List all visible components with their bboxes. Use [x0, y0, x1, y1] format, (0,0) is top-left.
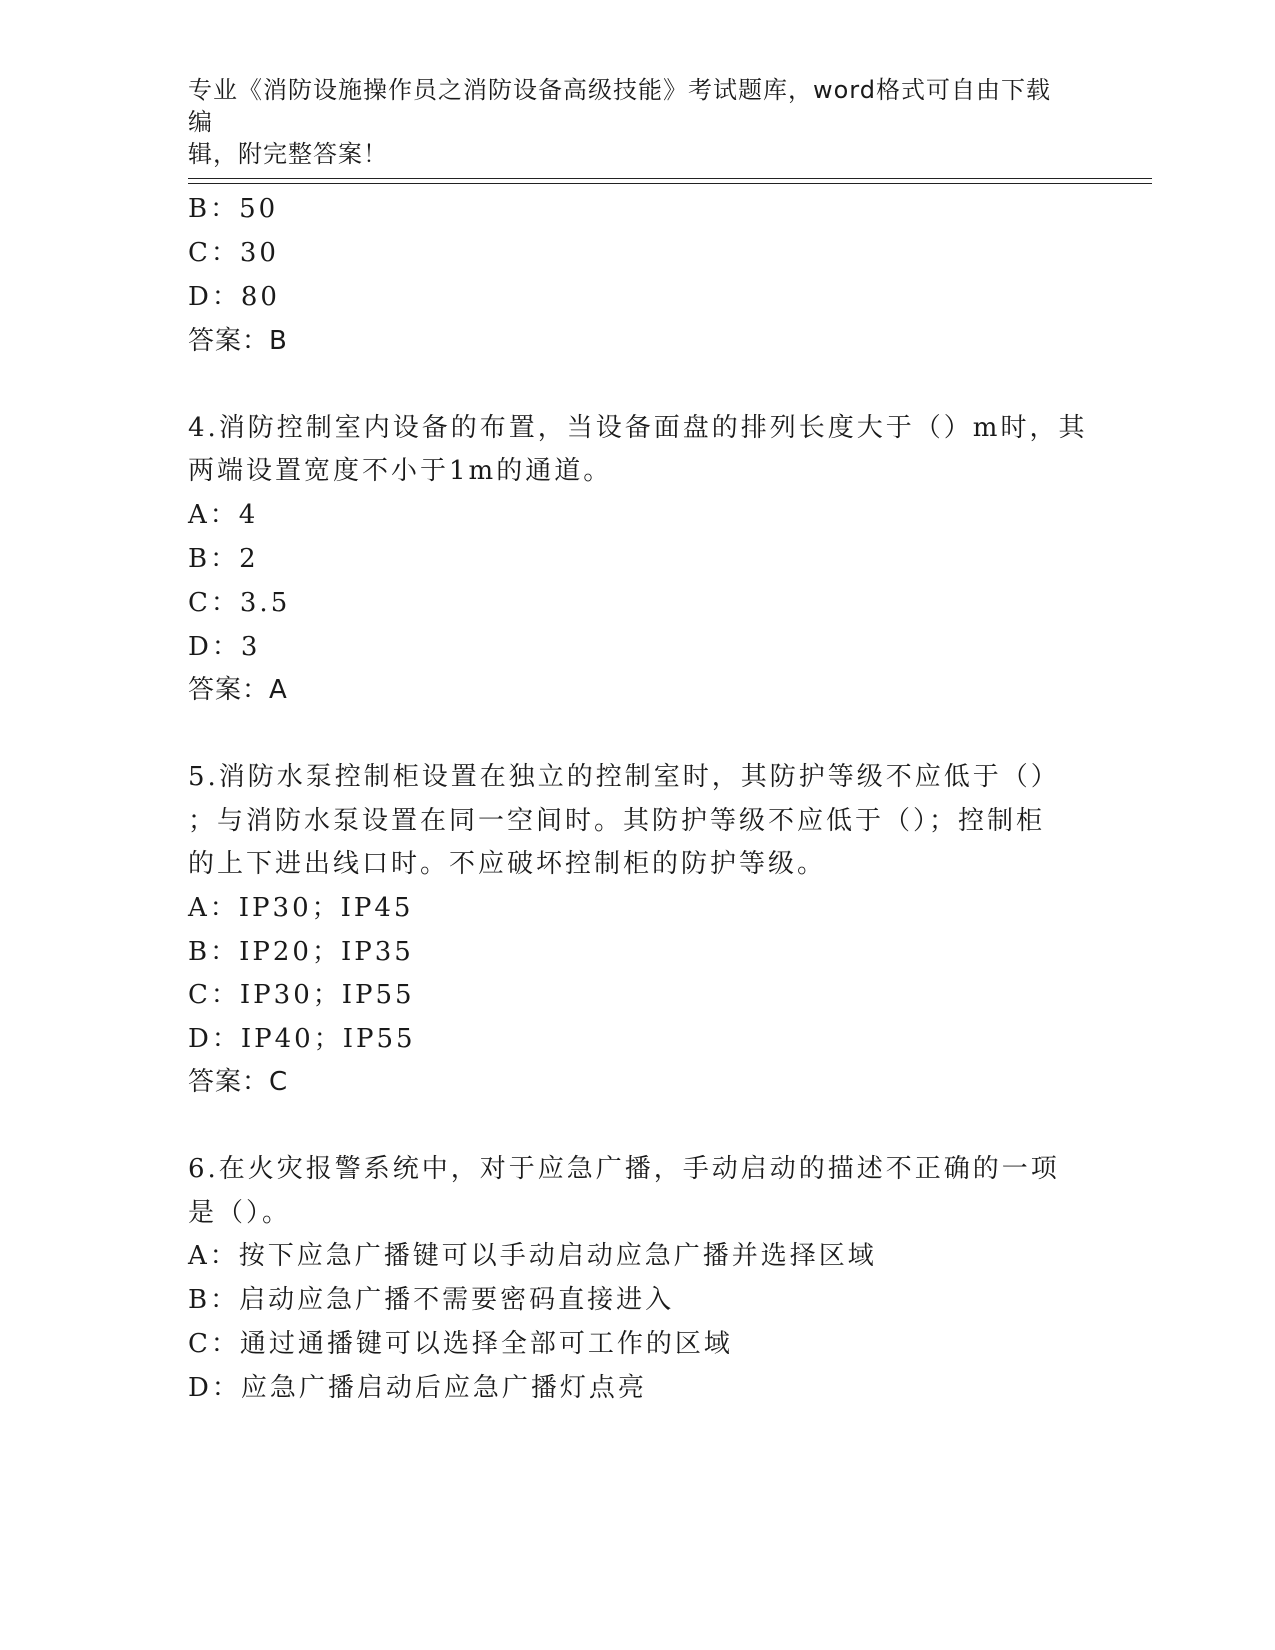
q3-option-c: C：30 — [188, 238, 279, 268]
q6-option-b: B：启动应急广播不需要密码直接进入 — [188, 1285, 675, 1315]
q5-option-b: B：IP20；IP35 — [188, 937, 414, 967]
q4-stem-line-2: 两端设置宽度不小于1m的通道。 — [188, 456, 613, 486]
q5-stem-line-3: 的上下进出线口时。不应破坏控制柜的防护等级。 — [188, 849, 827, 879]
q6-option-a: A：按下应急广播键可以手动启动应急广播并选择区域 — [188, 1241, 877, 1271]
q5-stem-line-1: 5.消防水泵控制柜设置在独立的控制室时，其防护等级不应低于（） — [188, 762, 1060, 792]
q5-stem-line-2: ；与消防水泵设置在同一空间时。其防护等级不应低于（）；控制柜 — [188, 806, 1046, 836]
q6-stem-line-1: 6.在火灾报警系统中，对于应急广播，手动启动的描述不正确的一项 — [188, 1154, 1060, 1184]
document-header — [188, 74, 1068, 170]
q6-stem-line-2: 是（）。 — [188, 1198, 292, 1228]
q3-answer: 答案：B — [188, 326, 288, 356]
q4-option-c: C：3.5 — [188, 588, 291, 618]
q4-stem-line-1: 4.消防控制室内设备的布置，当设备面盘的排列长度大于（）m时，其 — [188, 413, 1088, 443]
q5-option-c: C：IP30；IP55 — [188, 980, 415, 1010]
q4-answer: 答案：A — [188, 675, 288, 705]
q3-option-d: D：80 — [188, 282, 280, 312]
header-rule-bottom — [188, 183, 1152, 184]
q5-option-d: D：IP40；IP55 — [188, 1024, 416, 1054]
q5-option-a: A：IP30；IP45 — [188, 893, 414, 923]
q4-option-a: A：4 — [188, 500, 259, 530]
q6-option-c: C：通过通播键可以选择全部可工作的区域 — [188, 1329, 733, 1359]
q5-answer: 答案：C — [188, 1067, 289, 1097]
q6-option-d: D：应急广播启动后应急广播灯点亮 — [188, 1373, 647, 1403]
header-line-1: 专业《消防设施操作员之消防设备高级技能》考试题库，word格式可自由下载编 — [188, 76, 1051, 136]
header-rule-top — [188, 178, 1152, 179]
q4-option-d: D：3 — [188, 632, 261, 662]
header-line-2: 辑，附完整答案！ — [188, 140, 388, 168]
q4-option-b: B：2 — [188, 544, 259, 574]
q3-option-b: B：50 — [188, 194, 279, 224]
